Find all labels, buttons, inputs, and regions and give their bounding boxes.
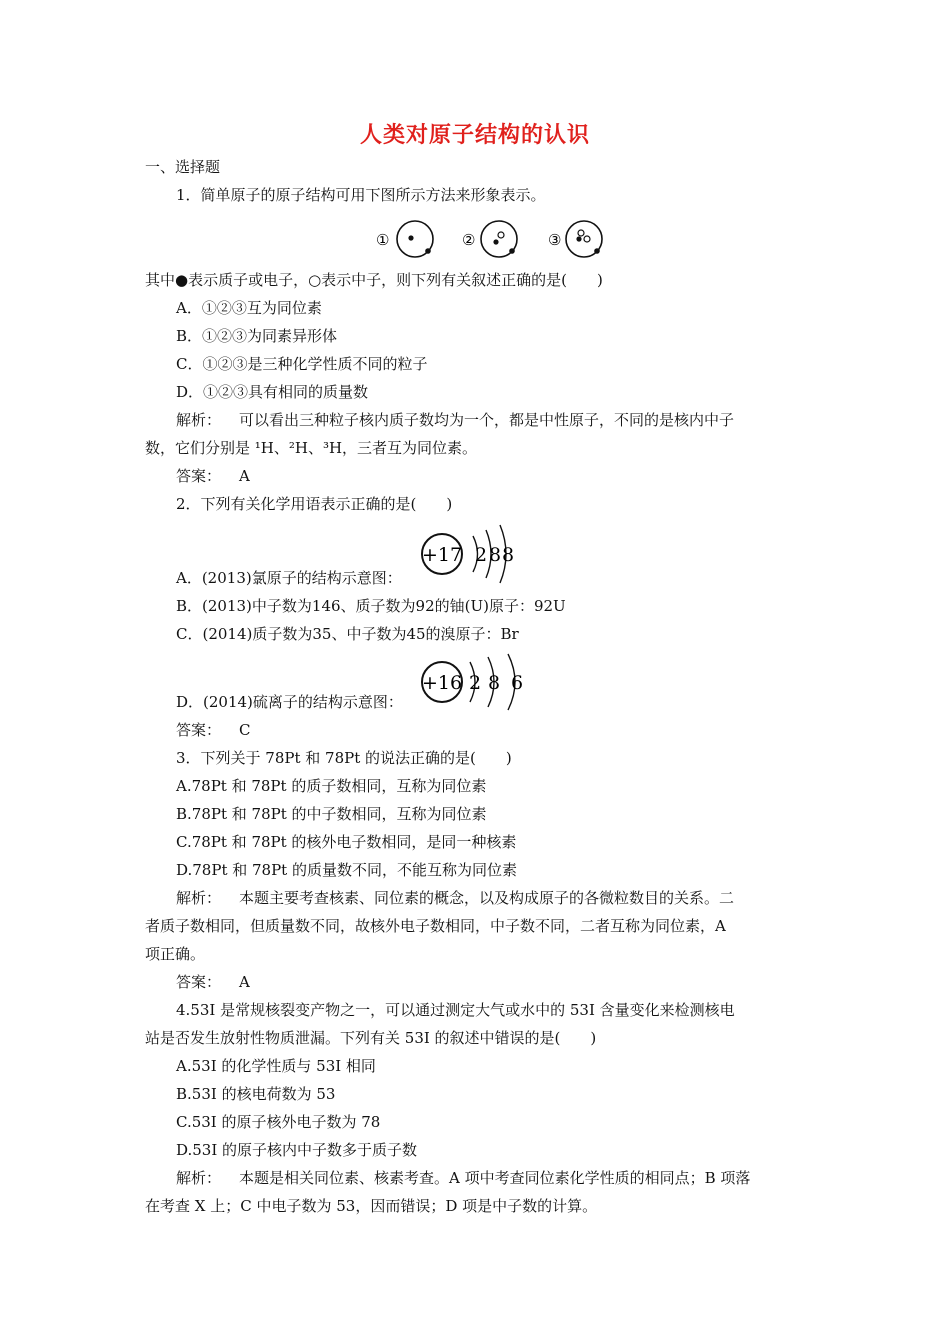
q3-analysis-text-3: 项正确。 [145, 945, 206, 963]
q4-option-c: C.53I 的原子核外电子数为 78 [176, 1113, 381, 1131]
q2-chlorine-structure-diagram [418, 522, 522, 584]
q1-option-d: D．①②③具有相同的质量数 [176, 383, 369, 401]
q4-option-d: D.53I 的原子核内中子数多于质子数 [176, 1141, 418, 1159]
chlorine-shell-3-count: 8 [501, 544, 515, 566]
atom-3-neutron-a [578, 230, 584, 236]
q3-option-b: B.78Pt 和 78Pt 的中子数相同，互称为同位素 [176, 805, 487, 823]
section-heading: 一、选择题 [145, 158, 221, 176]
chlorine-nucleus-charge: +17 [421, 544, 463, 566]
q1-figure-label-3: ③ [548, 231, 562, 249]
q1-figure-label-2: ② [462, 231, 476, 249]
q4-analysis-text-2: 在考查 X 上；C 中电子数为 53，因而错误；D 项是中子数的计算。 [145, 1197, 598, 1215]
atom-3-proton [576, 236, 581, 241]
atom-3-neutron-b [584, 236, 590, 242]
q1-option-b: B．①②③为同素异形体 [176, 327, 338, 345]
q2-option-c: C．(2014)质子数为35、中子数为45的溴原子：Br [176, 625, 519, 643]
q1-atom-diagrams [372, 218, 612, 260]
q1-figure-label-1: ① [376, 231, 390, 249]
page-title: 人类对原子结构的认识 [359, 122, 590, 148]
q3-analysis-text-2: 者质子数相同，但质量数不同，故核外电子数相同，中子数不同，二者互称为同位素，A [145, 917, 726, 935]
q2-option-a: A．(2013)氯原子的结构示意图： [176, 569, 402, 587]
atom-2-proton [493, 239, 498, 244]
q4-analysis-text-1: 本题是相关同位素、核素考查。A 项中考查同位素化学性质的相同点；B 项落 [239, 1169, 751, 1187]
q1-option-a: A．①②③互为同位素 [176, 299, 322, 317]
q3-answer-value: A [239, 973, 250, 991]
sulfide-shell-3-count: 6 [510, 672, 524, 694]
q4-option-b: B.53I 的核电荷数为 53 [176, 1085, 336, 1103]
q2-option-d: D．(2014)硫离子的结构示意图： [176, 693, 403, 711]
q1-option-c: C．①②③是三种化学性质不同的粒子 [176, 355, 428, 373]
q2-answer-value: C [239, 721, 251, 739]
q1-analysis [176, 410, 734, 430]
q1-stem: 1．简单原子的原子结构可用下图所示方法来形象表示。 [176, 186, 546, 204]
q2-option-b: B．(2013)中子数为146、质子数为92的铀(U)原子：92U [176, 597, 566, 615]
q1-analysis-label: 解析： [176, 411, 222, 429]
q1-analysis-text-1: 可以看出三种粒子核内质子数均为一个，都是中性原子，不同的是核内中子 [239, 411, 735, 429]
q2-sulfide-structure-diagram [420, 652, 530, 712]
q3-stem: 3．下列关于 78Pt 和 78Pt 的说法正确的是( ) [176, 749, 512, 767]
q3-option-a: A.78Pt 和 78Pt 的质子数相同，互称为同位素 [176, 777, 487, 795]
q1-answer-label: 答案： [176, 467, 222, 485]
q4-stem-2: 站是否发生放射性物质泄漏。下列有关 53I 的叙述中错误的是( ) [145, 1029, 597, 1047]
q3-answer-label: 答案： [176, 973, 222, 991]
q2-answer [176, 720, 251, 740]
q1-answer-value: A [239, 467, 250, 485]
q4-option-a: A.53I 的化学性质与 53I 相同 [176, 1057, 376, 1075]
q3-analysis-label: 解析： [176, 889, 222, 907]
q2-stem: 2．下列有关化学用语表示正确的是( ) [176, 495, 453, 513]
atom-2-electron [509, 248, 515, 254]
atom-1-proton [408, 235, 413, 240]
q4-analysis [176, 1168, 750, 1188]
q2-answer-label: 答案： [176, 721, 222, 739]
sulfide-nucleus-charge: +16 [421, 672, 463, 694]
sulfide-shell-1-count: 2 [468, 672, 482, 694]
q3-option-c: C.78Pt 和 78Pt 的核外电子数相同，是同一种核素 [176, 833, 517, 851]
q3-analysis [176, 888, 734, 908]
chlorine-shell-2-count: 8 [488, 544, 502, 566]
q3-analysis-text-1: 本题主要考查核素、同位素的概念，以及构成原子的各微粒数目的关系。二 [239, 889, 735, 907]
q1-answer [176, 466, 250, 486]
q3-option-d: D.78Pt 和 78Pt 的质量数不同，不能互称为同位素 [176, 861, 517, 879]
atom-2-neutron [498, 232, 504, 238]
sulfide-shell-2-count: 8 [487, 672, 501, 694]
q4-analysis-label: 解析： [176, 1169, 222, 1187]
chlorine-shell-1-count: 2 [474, 544, 488, 566]
q1-analysis-text-2: 数，它们分别是 ¹H、²H、³H，三者互为同位素。 [145, 439, 478, 457]
q3-answer [176, 972, 250, 992]
q1-legend-note: 其中●表示质子或电子，○表示中子，则下列有关叙述正确的是( ) [145, 271, 603, 289]
q4-stem-1: 4.53I 是常规核裂变产物之一，可以通过测定大气或水中的 53I 含量变化来检测核电 [176, 1001, 735, 1019]
atom-1-electron [425, 248, 431, 254]
atom-3-electron [594, 248, 600, 254]
